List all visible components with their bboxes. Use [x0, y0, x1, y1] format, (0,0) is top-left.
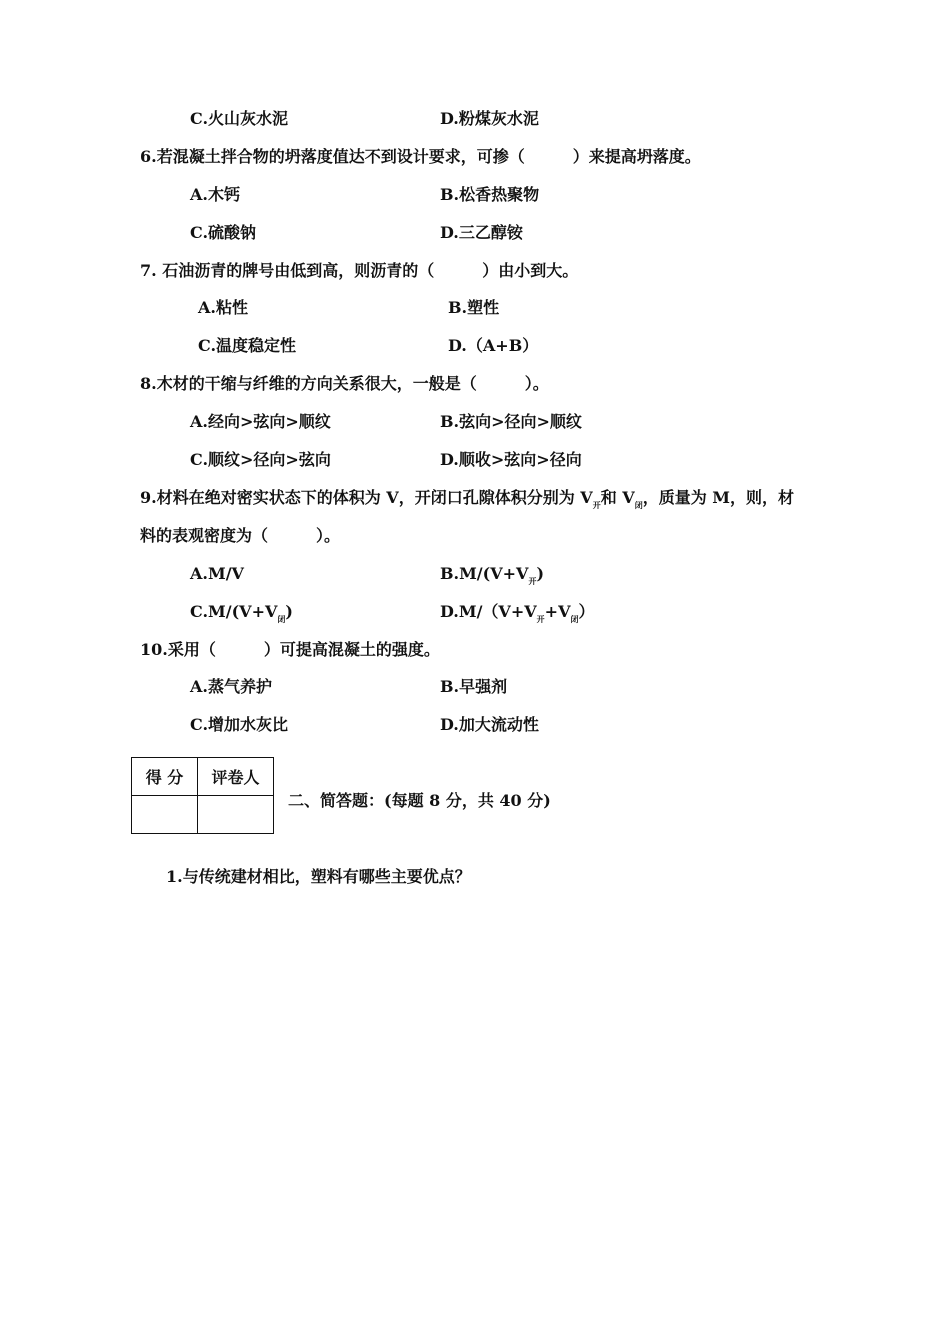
q7-option-d: D.（A+B）	[448, 336, 539, 355]
q9-option-c	[190, 602, 293, 622]
q10-option-b: B.早强剂	[440, 677, 508, 696]
q6-stem: 6.若混凝土拌合物的坍落度值达不到设计要求，可掺（ ）来提高坍落度。	[140, 147, 701, 166]
q9-option-d	[440, 602, 595, 622]
q9-option-b-post: )	[536, 564, 545, 583]
section2-title: 二、简答题：(每题 8 分，共 40 分)	[288, 791, 551, 810]
q6-option-d: D.三乙醇铵	[440, 223, 523, 242]
q9-stem-and: 和 V	[600, 488, 635, 507]
grader-cell[interactable]	[198, 796, 274, 834]
q8-option-b: B.弦向>径向>顺纹	[440, 412, 582, 431]
score-table	[131, 757, 274, 834]
q7-stem: 7. 石油沥青的牌号由低到高，则沥青的（ ）由小到大。	[140, 261, 579, 280]
q9-stem-line2: 料的表观密度为（ ）。	[140, 526, 341, 545]
q9-option-b-sub: 开	[528, 576, 537, 586]
q10-option-d: D.加大流动性	[440, 715, 539, 734]
q8-option-c: C.顺纹>径向>弦向	[190, 450, 331, 469]
q7-option-a: A.粘性	[198, 298, 248, 317]
q9-option-b	[440, 564, 544, 584]
q9-option-d-post: ）	[578, 602, 595, 621]
q9-stem-part2: ，质量为 M，则，材	[642, 488, 794, 507]
q6-option-c: C.硫酸钠	[190, 223, 257, 242]
q9-option-b-pre: B.M/(V+V	[440, 564, 529, 583]
q5-option-d: D.粉煤灰水泥	[440, 109, 539, 128]
grader-header: 评卷人	[198, 758, 274, 796]
q8-option-a: A.经向>弦向>顺纹	[190, 412, 331, 431]
q6-option-a: A.木钙	[190, 185, 240, 204]
q9-stem-line1	[140, 488, 794, 508]
q10-option-a: A.蒸气养护	[190, 677, 272, 696]
q9-option-c-pre: C.M/(V+V	[190, 602, 278, 621]
q9-option-c-post: )	[285, 602, 293, 621]
q10-option-c: C.增加水灰比	[190, 715, 289, 734]
q6-option-b: B.松香热聚物	[440, 185, 540, 204]
q9-option-d-mid: +V	[544, 602, 571, 621]
q9-option-d-sub-closed: 闭	[570, 614, 579, 624]
q9-sub-closed: 闭	[634, 500, 643, 510]
s2-q1-stem: 1.与传统建材相比，塑料有哪些主要优点？	[166, 867, 471, 886]
q10-stem: 10.采用（ ）可提高混凝土的强度。	[140, 640, 440, 659]
score-cell[interactable]	[132, 796, 198, 834]
q9-sub-open: 开	[592, 500, 601, 510]
score-header: 得 分	[132, 758, 198, 796]
q9-option-a: A.M/V	[190, 564, 244, 583]
q9-stem-part1: 9.材料在绝对密实状态下的体积为 V，开闭口孔隙体积分别为 V	[140, 488, 593, 507]
q5-option-c: C.火山灰水泥	[190, 109, 289, 128]
q7-option-c: C.温度稳定性	[198, 336, 297, 355]
q9-option-d-pre: D.M/（V+V	[440, 602, 537, 621]
q8-option-d: D.顺收>弦向>径向	[440, 450, 582, 469]
q7-option-b: B.塑性	[448, 298, 500, 317]
q8-stem: 8.木材的干缩与纤维的方向关系很大，一般是（ ）。	[140, 374, 549, 393]
q9-option-d-sub-open: 开	[536, 614, 545, 624]
q9-option-c-sub: 闭	[277, 614, 286, 624]
